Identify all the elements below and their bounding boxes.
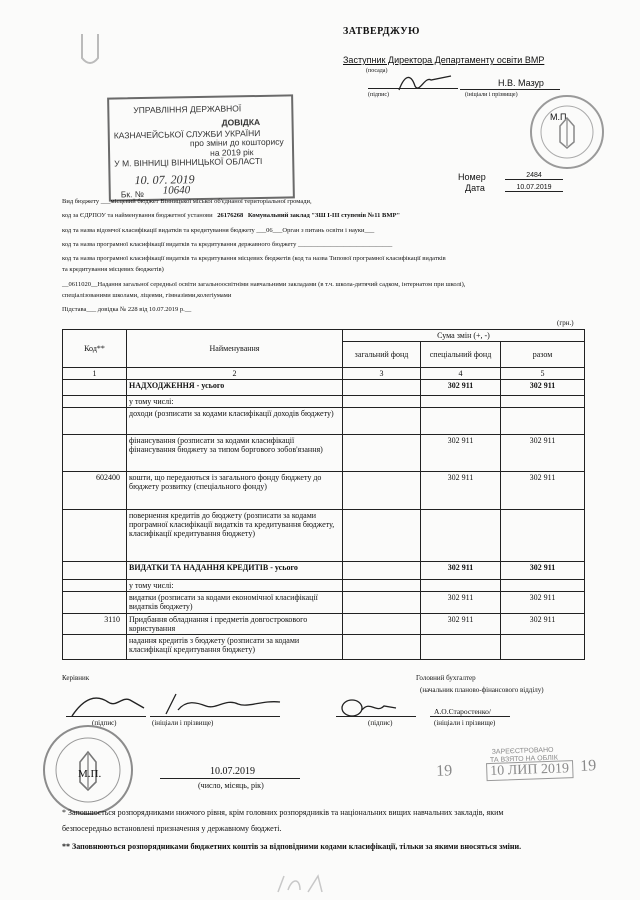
number-label: Номер [458, 172, 486, 182]
cell-special-fund: 302 911 [421, 592, 501, 614]
cell-total [501, 635, 585, 660]
sign-caption: (підпис) [368, 92, 390, 98]
cell-total: 302 911 [501, 380, 585, 396]
cell-name: у тому числі: [127, 396, 343, 408]
head-label: Керівник [62, 674, 90, 682]
program-local-line-2: та кредитування місцевих бюджетів) [62, 266, 164, 273]
cell-general-fund [343, 592, 421, 614]
program-code-line: __0611020__Надання загальної середньої освіти загальноосвітніми навчальними закладами (в т.ч. школа-дитячий садком, інтернатом при школі), [62, 281, 466, 288]
institution-code: 26176268 [217, 212, 244, 219]
cell-general-fund [343, 562, 421, 580]
cell-code [63, 510, 127, 562]
program-local-line: код та назва програмної класифікації видатків та кредитування місцевих бюджетів (код та назва Типової програмної класифікації видатків [62, 255, 446, 262]
cell-code [63, 635, 127, 660]
col-number-1: 1 [63, 368, 127, 380]
approver-signature [395, 70, 455, 94]
header-name: Найменування [127, 330, 343, 368]
units-label: (грн.) [557, 319, 574, 327]
cell-total: 302 911 [501, 592, 585, 614]
stamp-line-4: про зміни до кошторису [189, 136, 284, 149]
cell-general-fund [343, 396, 421, 408]
cell-general-fund [343, 380, 421, 396]
footnote-2: ** Заповнюються розпорядниками бюджетних коштів за відповідними кодами класифікації, тільки за якими вносяться зміни. [62, 842, 522, 851]
col-number-2: 2 [127, 368, 343, 380]
cell-code [63, 396, 127, 408]
program-state-line: код та назва програмної класифікації видатків та кредитування державного бюджету _____________________________ [62, 241, 393, 248]
acc-sign-caption: (підпис) [368, 719, 393, 727]
cell-code: 602400 [63, 472, 127, 510]
cell-name: Придбання обладнання і предметів довгострокового користування [127, 614, 343, 635]
name-caption: (ініціали і прізвище) [465, 92, 518, 98]
basis-line: Підстава___ довідка № 228 від 10.07.2019 р.__ [62, 306, 192, 313]
cell-special-fund: 302 911 [421, 435, 501, 472]
header-total: разом [501, 342, 585, 368]
cell-name: фінансування (розписати за кодами класифікації фінансування бюджету за типом боргового зобов'язання) [127, 435, 343, 472]
signature-date-caption: (число, місяць, рік) [198, 781, 264, 790]
table-row [63, 380, 585, 396]
handwritten-mark [274, 872, 334, 896]
table-row [63, 396, 585, 408]
cell-name: надання кредитів з бюджету (розписати за кодами класифікації кредитування бюджету) [127, 635, 343, 660]
cell-name: НАДХОДЖЕННЯ - усього [127, 380, 343, 396]
stamp-line-5: на 2019 рік [209, 147, 254, 158]
reg-stamp-year-left: 19 [435, 762, 453, 780]
cell-special-fund: 302 911 [421, 614, 501, 635]
registration-stamp [429, 719, 608, 805]
cell-general-fund [343, 580, 421, 592]
header-code: Код** [63, 330, 127, 368]
cell-name: повернення кредитів до бюджету (розписати за кодами програмної класифікації видатків та кредитування бюджету, класифікації кредитування бюджету) [127, 510, 343, 562]
stamp-bk-label: Бк. № [120, 189, 145, 200]
stamp-line-1: УПРАВЛІННЯ ДЕРЖАВНОЇ [133, 103, 242, 116]
budget-type: Вид бюджету ___місцевий бюджет Вінницької міської об'єднаної територіальної громади, [62, 198, 312, 205]
cell-special-fund [421, 396, 501, 408]
accountant-label: Головний бухгалтер [416, 674, 476, 682]
table-row [63, 562, 585, 580]
cell-name: ВИДАТКИ ТА НАДАННЯ КРЕДИТІВ - усього [127, 562, 343, 580]
document-number: 2484 [505, 172, 563, 180]
table-row [63, 435, 585, 472]
acc-name-line [430, 716, 510, 717]
footnote-1b: безпосередньо встановлені призначення у державному бюджеті. [62, 824, 282, 833]
institution-line [62, 212, 400, 219]
cell-code [63, 592, 127, 614]
signature-date-line [160, 778, 300, 779]
cell-code [63, 408, 127, 435]
cell-code [63, 435, 127, 472]
table-row [63, 472, 585, 510]
col-number-4: 4 [421, 368, 501, 380]
approval-title: ЗАТВЕРДЖУЮ [343, 26, 420, 37]
table-row [63, 580, 585, 592]
institution-name: Комунальний заклад "ЗШ І-ІІІ ступенів №11 ВМР" [247, 212, 401, 219]
header-sum: Сума змін (+, -) [343, 330, 585, 342]
cell-special-fund [421, 635, 501, 660]
cell-total: 302 911 [501, 562, 585, 580]
reg-stamp-line-2: ТА ВЗЯТО НА ОБЛІК [489, 754, 558, 764]
stamp-date: 10. 07. 2019 [134, 172, 195, 188]
table-row [63, 635, 585, 660]
reg-stamp-line-1: ЗАРЕЄСТРОВАНО [491, 746, 554, 756]
accountant-signature [336, 692, 400, 722]
table-row [63, 592, 585, 614]
cell-total: 302 911 [501, 472, 585, 510]
acc-name: А.О.Старостенко/ [434, 707, 491, 716]
program-code-line-2: спеціалізованими школами, ліцеями, гімназіями,колегіумами [62, 292, 232, 299]
cell-total [501, 580, 585, 592]
cell-total: 302 911 [501, 614, 585, 635]
changes-table [62, 329, 585, 660]
cell-special-fund [421, 408, 501, 435]
position-caption: (посада) [366, 68, 388, 74]
date-label: Дата [465, 183, 485, 193]
cell-general-fund [343, 635, 421, 660]
head-sign-caption: (підпис) [92, 719, 117, 727]
approver-name: Н.В. Мазур [498, 78, 544, 88]
head-sign-line [66, 716, 146, 717]
cell-special-fund [421, 510, 501, 562]
col-number-3: 3 [343, 368, 421, 380]
cell-code [63, 580, 127, 592]
cell-special-fund: 302 911 [421, 562, 501, 580]
margin-mark [78, 30, 102, 70]
footnote-1: * Заповнюється розпорядниками нижчого рівня, крім головних розпорядників та національних вищих навчальних закладів, яким [62, 808, 504, 817]
cell-name: видатки (розписати за кодами економічної класифікації видатків бюджету) [127, 592, 343, 614]
cell-general-fund [343, 472, 421, 510]
cell-code [63, 380, 127, 396]
cell-general-fund [343, 510, 421, 562]
department-line: код та назва відомчої класифікації видатків та кредитування бюджету ___06___Орган з питань освіти і науки___ [62, 227, 375, 234]
stamp-line-2: ДОВІДКА [221, 116, 261, 128]
acc-sign-line [336, 716, 416, 717]
stamp-line-6: У М. ВІННИЦІ ВІННИЦЬКОЇ ОБЛАСТІ [114, 155, 263, 169]
header-general-fund: загальний фонд [343, 342, 421, 368]
head-name-line [150, 716, 280, 717]
treasury-stamp [107, 94, 295, 201]
seal-placeholder-bottom: М.П. [78, 768, 102, 780]
cell-name: у тому числі: [127, 580, 343, 592]
cell-total [501, 408, 585, 435]
cell-total: 302 911 [501, 435, 585, 472]
institution-label: код за ЄДРПОУ та найменування бюджетної установи [62, 212, 213, 219]
head-name-caption: (ініціали і прізвище) [152, 719, 214, 727]
cell-special-fund: 302 911 [421, 380, 501, 396]
cell-general-fund [343, 435, 421, 472]
approver-position: Заступник Директора Департаменту освіти ВМР [343, 55, 545, 65]
document-date: 10.07.2019 [505, 184, 563, 192]
stamp-bk-number: 10640 [162, 184, 191, 197]
acc-name-caption: (ініціали і прізвище) [434, 719, 496, 727]
table-row [63, 510, 585, 562]
stamp-line-3: КАЗНАЧЕЙСЬКОЇ СЛУЖБИ УКРАЇНИ [113, 127, 261, 141]
reg-stamp-date: 10 ЛИП 2019 [486, 760, 573, 781]
cell-special-fund [421, 580, 501, 592]
cell-special-fund: 302 911 [421, 472, 501, 510]
cell-total [501, 396, 585, 408]
cell-name: кошти, що передаються із загального фонду бюджету до бюджету розвитку (спеціального фонду) [127, 472, 343, 510]
reg-stamp-year-right: 19 [579, 757, 597, 775]
cell-code: 3110 [63, 614, 127, 635]
approver-name-line [460, 89, 560, 90]
table-row [63, 614, 585, 635]
cell-code [63, 562, 127, 580]
approver-sign-line [368, 88, 458, 89]
cell-name: доходи (розписати за кодами класифікації доходів бюджету) [127, 408, 343, 435]
col-number-5: 5 [501, 368, 585, 380]
accountant-caption: (начальник планово-фінансового відділу) [420, 686, 544, 694]
cell-total [501, 510, 585, 562]
department-seal [527, 92, 607, 172]
cell-general-fund [343, 614, 421, 635]
table-row [63, 408, 585, 435]
cell-general-fund [343, 408, 421, 435]
signature-date: 10.07.2019 [210, 766, 255, 777]
header-special-fund: спеціальний фонд [421, 342, 501, 368]
seal-placeholder-label: М.П. [550, 112, 569, 122]
